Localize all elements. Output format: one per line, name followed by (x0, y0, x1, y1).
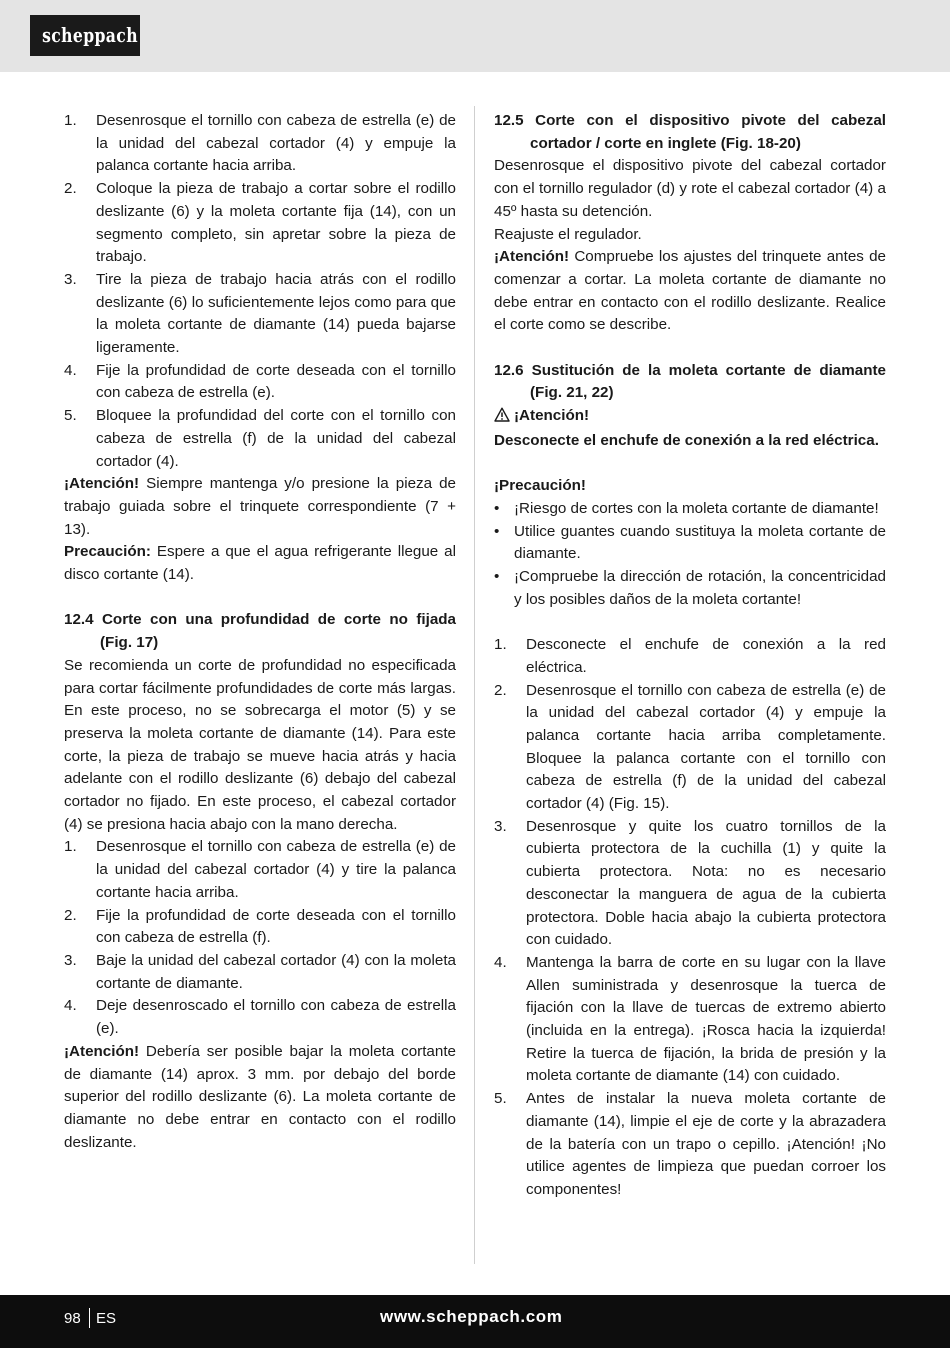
bullet-icon: • (494, 568, 500, 586)
warning-label-line: ¡Atención! (494, 405, 886, 430)
left-column (64, 110, 456, 1154)
list-item: 2. Coloque la pieza de trabajo a cortar sobre el rodillo deslizante (6) y la moleta cortante fija (14), con un segmento completo, sin apretar sobre la pieza de trabajo. (64, 180, 456, 266)
list-item: 2. Desenrosque el tornillo con cabeza de estrella (e) de la unidad del cabezal cortador (4) y empuje la palanca cortante hacia arriba completamente. Bloquee la palanca cortante con el tornillo con cabeza de estrella (f) de la unidad del cabezal cortador (4) (Fig. 15). (494, 681, 886, 813)
section-heading-12-4: 12.4 Corte con una profundidad de corte no fijada (Fig. 17) (64, 611, 456, 652)
page-number: 98 (64, 1310, 81, 1327)
caution-label: Precaución: (64, 543, 151, 561)
list-item: 3. Tire la pieza de trabajo hacia atrás con el rodillo deslizante (6) lo suficientemente lejos como para que la moleta cortante de diamante (14) pueda bajarse ligeramente. (64, 270, 456, 357)
attention-note: ¡Atención! Compruebe los ajustes del trinquete antes de comenzar a cortar. La moleta cortante de diamante no debe entrar en contacto con el rodillo deslizante. Realice el corte como se describe. (494, 248, 886, 334)
steps-list-c (494, 634, 886, 1202)
list-item: 1. Desconecte el enchufe de conexión a la red eléctrica. (494, 636, 886, 676)
page-header (0, 0, 950, 72)
bullet-item: • Utilice guantes cuando sustituya la moleta cortante de diamante. (494, 522, 886, 563)
list-item: 1. Desenrosque el tornillo con cabeza de estrella (e) de la unidad del cabezal cortador (4) y empuje la palanca cortante hacia arriba. (64, 112, 456, 175)
bullet-item: • ¡Compruebe la dirección de rotación, la concentricidad y los posibles daños de la moleta cortante! (494, 568, 886, 608)
list-item: 2. Fije la profundidad de corte deseada con el tornillo con cabeza de estrella (f). (64, 906, 456, 947)
website-link[interactable]: www.scheppach.com (380, 1307, 563, 1326)
page-footer (0, 1295, 950, 1348)
warning-text: Desconecte el enchufe de conexión a la red eléctrica. (494, 431, 879, 449)
section-heading-12-6: 12.6 Sustitución de la moleta cortante de diamante (Fig. 21, 22) (494, 361, 886, 402)
steps-list-a (64, 110, 456, 473)
attention-label: ¡Atención! (64, 1042, 140, 1060)
column-divider (474, 106, 475, 1264)
list-item: 4. Deje desenroscado el tornillo con cabeza de estrella (e). (64, 997, 456, 1038)
language-code: ES (96, 1310, 117, 1327)
precaution-heading: ¡Precaución! (494, 477, 586, 495)
attention-note: ¡Atención! Debería ser posible bajar la moleta cortante de diamante (14) aprox. 3 mm. por debajo del borde superior del rodillo deslizante (6). La moleta cortante de diamante no debe entrar en contacto con el rodillo deslizante. (64, 1042, 456, 1151)
logo-text: scheppach (42, 23, 138, 47)
caution-note: Precaución: Espere a que el agua refrigerante llegue al disco cortante (14). (64, 543, 456, 584)
section-heading-12-5: 12.5 Corte con el dispositivo pivote del cabezal cortador / corte en inglete (Fig. 18-20) (494, 112, 886, 152)
section-12-5-text: Reajuste el regulador. (494, 225, 642, 243)
attention-note: ¡Atención! Siempre mantenga y/o presione la pieza de trabajo guiada sobre el trinquete correspondiente (7 + 13). (64, 475, 456, 538)
bullet-icon: • (494, 499, 500, 517)
section-12-5-text: Desenrosque el dispositivo pivote del cabezal cortador con el tornillo regulador (d) y rote el cabezal cortador (4) a 45º hasta su detención. (494, 157, 886, 220)
list-item: 4. Fije la profundidad de corte deseada con el tornillo con cabeza de estrella (e). (64, 361, 456, 402)
list-item: 1. Desenrosque el tornillo con cabeza de estrella (e) de la unidad del cabezal cortador (4) y tire la palanca cortante hacia arriba. (64, 838, 456, 901)
attention-label: ¡Atención! (494, 248, 570, 266)
attention-label: ¡Atención! (64, 475, 140, 493)
precaution-bullets (494, 498, 886, 612)
steps-list-b (64, 836, 456, 1040)
list-item: 5. Antes de instalar la nueva moleta cortante de diamante (14), limpie el eje de corte y la abrazadera de la batería con un trapo o cepillo. ¡Atención! ¡No utilice agentes de limpieza que puedan corroer los componentes! (494, 1090, 886, 1198)
scheppach-logo (30, 15, 140, 56)
list-item: 5. Bloquee la profundidad del corte con el tornillo con cabeza de estrella (f) de la unidad del cabezal cortador (4). (64, 407, 456, 470)
warning-triangle-icon (494, 407, 510, 430)
footer-separator (89, 1308, 90, 1328)
section-12-4-intro: Se recomienda un corte de profundidad no especificada para cortar fácilmente profundidades de corte más largas. En este proceso, no se sobrecarga el motor (5) y se preserva la moleta cortante de diamante (14). Para este corte, la pieza de trabajo se mueve hacia atrás y hacia adelante con el rodillo deslizante (6) debajo del cabezal cortador no fijado. En este proceso, el cabezal cortador (4) se presiona hacia abajo con la mano derecha. (64, 656, 456, 833)
list-item: 4. Mantenga la barra de corte en su lugar con la llave Allen suministrada y desenrosque la tuerca de fijación con la llave de tuercas de extremo abierto (incluida en la entrega). ¡Rosca hacia la izquierda! Retire la tuerca de fijación, la brida de presión y la moleta cortante de diamante (14) con cuidado. (494, 953, 886, 1085)
bullet-icon: • (494, 522, 500, 540)
list-item: 3. Desenrosque y quite los cuatro tornillos de la cubierta protectora de la cuchilla (1) y quite la cubierta protectora. Nota: no es necesario desconectar la manguera de agua de la cubierta protectora. Doble hacia abajo la cubierta protectora con cuidado. (494, 817, 886, 949)
right-column (494, 110, 886, 1202)
bullet-item: • ¡Riesgo de cortes con la moleta cortante de diamante! (494, 498, 886, 521)
list-item: 3. Baje la unidad del cabezal cortador (4) con la moleta cortante de diamante. (64, 952, 456, 992)
